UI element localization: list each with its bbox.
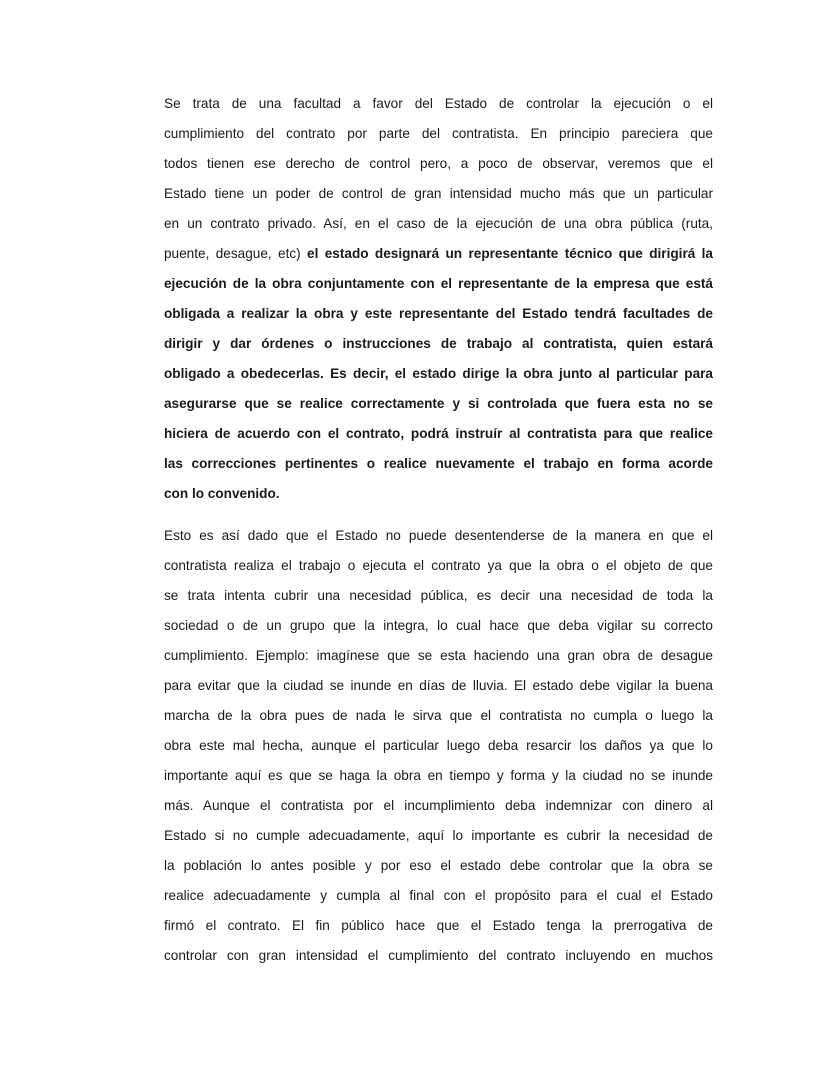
text-line: firmó el contrato. El fin público hace que el Estado tenga la prerrogativa de <box>164 918 713 933</box>
text-line: sociedad o de un grupo que la integra, lo cual hace que deba vigilar su correcto <box>164 618 713 633</box>
text-line-mixed <box>164 244 713 264</box>
bold-text-line: las correcciones pertinentes o realice nuevamente el trabajo en forma acorde <box>164 456 713 471</box>
text-line: cumplimiento. Ejemplo: imagínese que se esta haciendo una gran obra de desague <box>164 648 713 663</box>
text-line: obra este mal hecha, aunque el particular luego deba resarcir los daños ya que lo <box>164 738 713 753</box>
bold-text-line: con lo convenido. <box>164 486 280 501</box>
text-line: Estado tiene un poder de control de gran intensidad mucho más que un particular <box>164 186 713 201</box>
bold-text-line: obligada a realizar la obra y este representante del Estado tendrá facultades de <box>164 306 713 321</box>
text-line: más. Aunque el contratista por el incumplimiento deba indemnizar con dinero al <box>164 798 713 813</box>
text-line: todos tienen ese derecho de control pero, a poco de observar, veremos que el <box>164 156 713 171</box>
text-line: Estado si no cumple adecuadamente, aquí lo importante es cubrir la necesidad de <box>164 828 713 843</box>
bold-text-line: dirigir y dar órdenes o instrucciones de trabajo al contratista, quien estará <box>164 336 713 351</box>
text-line: marcha de la obra pues de nada le sirva que el contratista no cumpla o luego la <box>164 708 713 723</box>
bold-text-line: asegurarse que se realice correctamente y si controlada que fuera esta no se <box>164 396 713 411</box>
text-line: la población lo antes posible y por eso el estado debe controlar que la obra se <box>164 858 713 873</box>
text-line: se trata intenta cubrir una necesidad pública, es decir una necesidad de toda la <box>164 588 713 603</box>
text-line: en un contrato privado. Así, en el caso de la ejecución de una obra pública (ruta, <box>164 216 713 231</box>
text-line: contratista realiza el trabajo o ejecuta el contrato ya que la obra o el objeto de que <box>164 558 713 573</box>
bold-text-segment: el estado designará un representante técnico que dirigirá la <box>307 246 713 261</box>
text-segment: puente, desague, etc) <box>164 246 301 261</box>
text-line: controlar con gran intensidad el cumplimiento del contrato incluyendo en muchos <box>164 948 713 963</box>
bold-text-line: obligado a obedecerlas. Es decir, el estado dirige la obra junto al particular para <box>164 366 713 381</box>
text-line: Esto es así dado que el Estado no puede desentenderse de la manera en que el <box>164 528 713 543</box>
bold-text-line: ejecución de la obra conjuntamente con el representante de la empresa que está <box>164 276 713 291</box>
text-line: cumplimiento del contrato por parte del contratista. En principio pareciera que <box>164 126 713 141</box>
text-line: para evitar que la ciudad se inunde en días de lluvia. El estado debe vigilar la buena <box>164 678 713 693</box>
bold-text-line: hiciera de acuerdo con el contrato, podrá instruír al contratista para que realice <box>164 426 713 441</box>
text-line: importante aquí es que se haga la obra en tiempo y forma y la ciudad no se inunde <box>164 768 713 783</box>
text-line: realice adecuadamente y cumpla al final con el propósito para el cual el Estado <box>164 888 713 903</box>
text-line: Se trata de una facultad a favor del Estado de controlar la ejecución o el <box>164 96 713 111</box>
